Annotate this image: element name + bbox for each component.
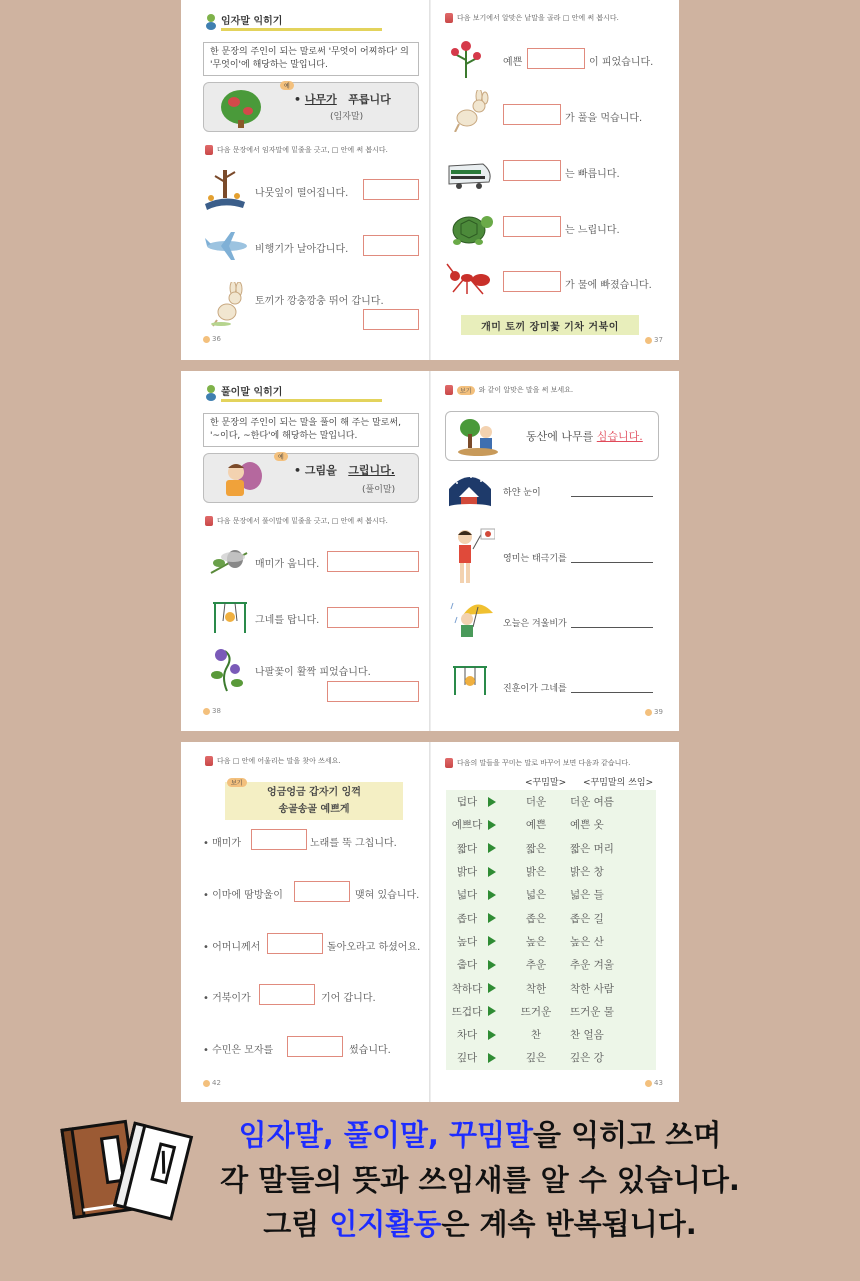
sentence-suffix: 는 느립니다. xyxy=(565,225,620,236)
modifier-word: 높은 xyxy=(525,935,547,948)
planting-tree-illustration xyxy=(456,416,500,456)
exercise-sentence: 나뭇잎이 떨어집니다. xyxy=(255,188,349,199)
table-row xyxy=(446,1046,656,1069)
usage-example: 착한 사람 xyxy=(570,982,614,995)
base-word: 깊다 xyxy=(456,1052,478,1065)
exercise-sentence: 그네를 탑니다. xyxy=(255,615,320,626)
page-number: 43 xyxy=(645,1079,663,1087)
base-word: 높다 xyxy=(456,935,478,948)
sentence-suffix: 는 빠릅니다. xyxy=(565,169,620,180)
answer-line[interactable] xyxy=(571,616,653,628)
modifier-word: 뜨거운 xyxy=(520,1005,552,1018)
example-predicate: 푸릅니다 xyxy=(348,93,391,106)
sentence-prompt: 영미는 태극기를 xyxy=(503,554,567,564)
page-number: 38 xyxy=(203,707,221,715)
instruction xyxy=(445,758,630,768)
answer-box[interactable] xyxy=(527,48,585,69)
sentence-suffix: 이 피었습니다. xyxy=(589,57,654,68)
modifier-word: 깊은 xyxy=(525,1052,547,1065)
instruction xyxy=(445,13,619,23)
definition-box: 한 문장의 주인이 되는 말을 풀이 해 주는 말로써, '~이다, ~한다'에 해당하는 말입니다. xyxy=(203,413,419,447)
workbook-spread-1 xyxy=(181,0,679,360)
usage-example: 더운 여름 xyxy=(570,796,614,809)
arrow-right-icon xyxy=(488,867,510,877)
table-row xyxy=(446,906,656,929)
answer-line[interactable] xyxy=(571,551,653,563)
modifier-word: 착한 xyxy=(525,982,547,995)
base-word: 짧다 xyxy=(456,842,478,855)
airplane-illustration xyxy=(203,230,249,264)
answer-box[interactable] xyxy=(327,551,419,572)
falling-leaves-illustration xyxy=(203,168,247,212)
table-row xyxy=(446,860,656,883)
example-box: 예 • 그림을 그립니다. (풀이말) xyxy=(203,453,419,503)
workbook-spread-3 xyxy=(181,742,679,1102)
morning-glory-illustration xyxy=(207,647,247,693)
arrow-right-icon xyxy=(488,960,510,970)
base-word: 춥다 xyxy=(456,959,478,972)
caption-text: 은 계속 반복됩니다. xyxy=(441,1207,697,1241)
caption-line-2: 각 말들의 뜻과 쓰임새를 알 수 있습니다. xyxy=(220,1163,740,1197)
umbrella-child-illustration xyxy=(449,597,495,641)
example-badge: 예 xyxy=(280,81,294,90)
example-badge: 보기 xyxy=(457,386,475,395)
usage-example: 뜨거운 물 xyxy=(570,1005,614,1018)
caption-line-3 xyxy=(130,1203,830,1246)
pencil-icon xyxy=(205,145,213,155)
sentence-prefix: 예쁜 xyxy=(503,57,523,68)
instruction-text: 다음의 말들을 꾸미는 말로 바꾸어 보면 다음과 같습니다. xyxy=(457,759,631,767)
caption-highlight: 인지활동 xyxy=(329,1207,442,1241)
table-row xyxy=(446,837,656,860)
section-header xyxy=(205,383,382,402)
exercise-sentence: 매미가 웁니다. xyxy=(255,559,320,570)
arrow-right-icon xyxy=(488,843,510,853)
example-caption: (임자말) xyxy=(330,112,364,122)
example-predicate: 그립니다. xyxy=(348,464,395,477)
section-title: 임자말 익히기 xyxy=(221,12,382,31)
tree-illustration xyxy=(218,87,264,129)
arrow-right-icon xyxy=(488,1006,510,1016)
base-word: 좁다 xyxy=(456,912,478,925)
base-word: 덥다 xyxy=(456,796,478,809)
answer-box[interactable] xyxy=(267,933,323,954)
sentence-suffix: 돌아오라고 하셨어요. xyxy=(327,942,421,953)
sentence-suffix: 맺혀 있습니다. xyxy=(355,890,420,901)
column-header-usage: <꾸밈말의 쓰임> xyxy=(583,778,654,788)
usage-example: 넓은 들 xyxy=(570,889,604,902)
answer-box[interactable] xyxy=(251,829,307,850)
word-bank: 개미 토끼 장미꽃 기차 거북이 xyxy=(461,315,639,335)
instruction xyxy=(205,756,341,766)
page-left xyxy=(181,371,429,731)
arrow-right-icon xyxy=(488,820,510,830)
arrow-right-icon xyxy=(488,890,510,900)
example-text: 동산에 나무를 xyxy=(526,430,594,443)
page-number: 39 xyxy=(645,708,663,716)
page-number: 37 xyxy=(645,336,663,344)
snowy-house-illustration xyxy=(447,469,493,509)
sentence-prefix: • 어머니께서 xyxy=(203,942,261,953)
ant-illustration xyxy=(443,262,493,296)
arrow-right-icon xyxy=(488,797,510,807)
sentence-suffix: 노래를 뚝 그칩니다. xyxy=(310,838,397,849)
rose-illustration xyxy=(449,38,483,78)
modifier-word: 찬 xyxy=(530,1029,542,1042)
word-bank-line: 엉금엉금 갑자기 잉꺽 xyxy=(267,787,361,798)
instruction-text: 다음 문장에서 임자말에 밑줄을 긋고, □ 안에 써 봅시다. xyxy=(217,146,388,154)
base-word: 예쁘다 xyxy=(451,819,483,832)
exercise-sentence: 토끼가 깡충깡충 뛰어 갑니다. xyxy=(255,296,384,307)
sentence-prefix: • 거북이가 xyxy=(203,993,251,1004)
modifier-word: 짧은 xyxy=(525,842,547,855)
answer-box[interactable] xyxy=(503,216,561,237)
base-word: 뜨겁다 xyxy=(451,1005,483,1018)
base-word: 넓다 xyxy=(456,889,478,902)
table-row xyxy=(446,976,656,999)
table-row xyxy=(446,1000,656,1023)
answer-box[interactable] xyxy=(503,160,561,181)
answer-box[interactable] xyxy=(327,681,419,702)
sentence-prompt: 진훈이가 그네를 xyxy=(503,684,567,694)
example-subject: 나무가 xyxy=(304,93,337,106)
table-row xyxy=(446,953,656,976)
definition-box: 한 문장의 주인이 되는 말로써 '무엇이 어찌하다' 의 '무엇이'에 해당하는 말입니다. xyxy=(203,42,419,76)
answer-box[interactable] xyxy=(503,104,561,125)
column-header-modifier: <꾸밈말> xyxy=(525,778,567,788)
pencil-icon xyxy=(205,756,213,766)
instruction xyxy=(205,516,388,526)
section-header xyxy=(205,12,382,31)
pencil-icon xyxy=(445,758,453,768)
modifier-word: 더운 xyxy=(525,796,547,809)
girl-with-flag-illustration xyxy=(449,527,495,589)
caption-text: 을 익히고 쓰며 xyxy=(533,1118,722,1152)
answer-line[interactable] xyxy=(571,485,653,497)
table-row xyxy=(446,883,656,906)
answer-box[interactable] xyxy=(363,309,419,330)
example-subject: 그림을 xyxy=(304,464,337,477)
example-box xyxy=(445,411,659,461)
caption-line-1 xyxy=(130,1114,830,1157)
pencil-icon xyxy=(445,13,453,23)
flower-icon xyxy=(205,385,217,401)
arrow-right-icon xyxy=(488,936,510,946)
base-word: 차다 xyxy=(456,1029,478,1042)
caption-highlight: 임자말, 풀이말, 꾸밈말 xyxy=(238,1118,534,1152)
instruction-text: 다음 □ 안에 어울리는 말을 찾아 쓰세요. xyxy=(217,757,341,765)
modifier-word: 좁은 xyxy=(525,912,547,925)
caption-text: 그림 xyxy=(263,1207,330,1241)
arrow-right-icon xyxy=(488,1053,510,1063)
train-illustration xyxy=(447,158,493,190)
base-word: 밝다 xyxy=(456,866,478,879)
modifier-word: 예쁜 xyxy=(525,819,547,832)
section-title: 풀이말 익히기 xyxy=(221,383,382,402)
word-bank xyxy=(225,782,403,820)
modifier-word: 넓은 xyxy=(525,889,547,902)
modifier-table xyxy=(446,790,656,1070)
usage-example: 짧은 머리 xyxy=(570,842,614,855)
sentence-suffix: 가 물에 빠졌습니다. xyxy=(565,280,652,291)
pencil-icon xyxy=(205,516,213,526)
sentence-suffix: 썼습니다. xyxy=(349,1045,391,1056)
arrow-right-icon xyxy=(488,983,510,993)
usage-example: 밝은 창 xyxy=(570,866,604,879)
page-right xyxy=(431,371,679,731)
usage-example: 깊은 강 xyxy=(570,1052,604,1065)
arrow-right-icon xyxy=(488,913,510,923)
swing-illustration xyxy=(211,599,249,635)
usage-example: 예쁜 옷 xyxy=(570,819,604,832)
sentence-suffix: 가 풀을 먹습니다. xyxy=(565,113,643,124)
example-box: 예 • 나무가 푸릅니다 (임자말) xyxy=(203,82,419,132)
word-bank-badge: 보기 xyxy=(227,778,247,787)
sentence-prefix: • 매미가 xyxy=(203,838,242,849)
instruction-text: 와 같이 알맞은 말을 써 보세요. xyxy=(478,386,574,394)
exercise-sentence: 비행기가 날아갑니다. xyxy=(255,244,349,255)
example-caption: (풀이말) xyxy=(362,485,396,495)
instruction-text: 다음 문장에서 풀이말에 밑줄을 긋고, □ 안에 써 봅시다. xyxy=(217,517,388,525)
modifier-word: 추운 xyxy=(525,959,547,972)
answer-box[interactable] xyxy=(294,881,350,902)
sentence-prompt: 하얀 눈이 xyxy=(503,488,541,498)
word-bank-line: 송골송골 예쁘게 xyxy=(278,804,350,815)
cicada-illustration xyxy=(207,543,251,579)
exercise-sentence: 나팔꽃이 활짝 피었습니다. xyxy=(255,667,371,678)
sentence-prompt: 오늘은 겨울비가 xyxy=(503,619,567,629)
page-number: 42 xyxy=(203,1079,221,1087)
swing-illustration xyxy=(451,663,489,697)
usage-example: 추운 겨울 xyxy=(570,959,614,972)
usage-example: 좁은 길 xyxy=(570,912,604,925)
answer-box[interactable] xyxy=(259,984,315,1005)
table-row xyxy=(446,1023,656,1046)
table-row xyxy=(446,930,656,953)
answer-box[interactable] xyxy=(363,179,419,200)
page-left xyxy=(181,0,429,360)
table-row xyxy=(446,813,656,836)
sentence-prefix: • 수민은 모자를 xyxy=(203,1045,274,1056)
modifier-word: 밝은 xyxy=(525,866,547,879)
page-left xyxy=(181,742,429,1102)
pencil-icon xyxy=(445,385,453,395)
page-number: 36 xyxy=(203,335,221,343)
table-row xyxy=(446,790,656,813)
arrow-right-icon xyxy=(488,1030,510,1040)
usage-example: 찬 얼음 xyxy=(570,1029,604,1042)
example-badge: 예 xyxy=(274,452,288,461)
turtle-illustration xyxy=(449,210,493,248)
answer-box[interactable] xyxy=(363,235,419,256)
instruction xyxy=(205,145,388,155)
answer-box[interactable] xyxy=(327,607,419,628)
example-answer: 심습니다. xyxy=(596,430,643,443)
base-word: 착하다 xyxy=(451,982,483,995)
flower-icon xyxy=(205,14,217,30)
answer-box[interactable] xyxy=(287,1036,343,1057)
child-painting-illustration xyxy=(220,458,264,500)
page-right xyxy=(431,0,679,360)
instruction xyxy=(445,385,573,395)
rabbit-illustration xyxy=(449,90,489,132)
sentence-suffix: 기어 갑니다. xyxy=(321,993,376,1004)
workbook-spread-2 xyxy=(181,371,679,731)
usage-example: 높은 산 xyxy=(570,935,604,948)
instruction-text: 다음 보기에서 알맞은 낱말을 골라 □ 안에 써 봅시다. xyxy=(457,14,619,22)
rabbit-illustration xyxy=(209,282,249,328)
answer-line[interactable] xyxy=(571,681,653,693)
sentence-prefix: • 이마에 땀방울이 xyxy=(203,890,283,901)
answer-box[interactable] xyxy=(503,271,561,292)
page-right xyxy=(431,742,679,1102)
